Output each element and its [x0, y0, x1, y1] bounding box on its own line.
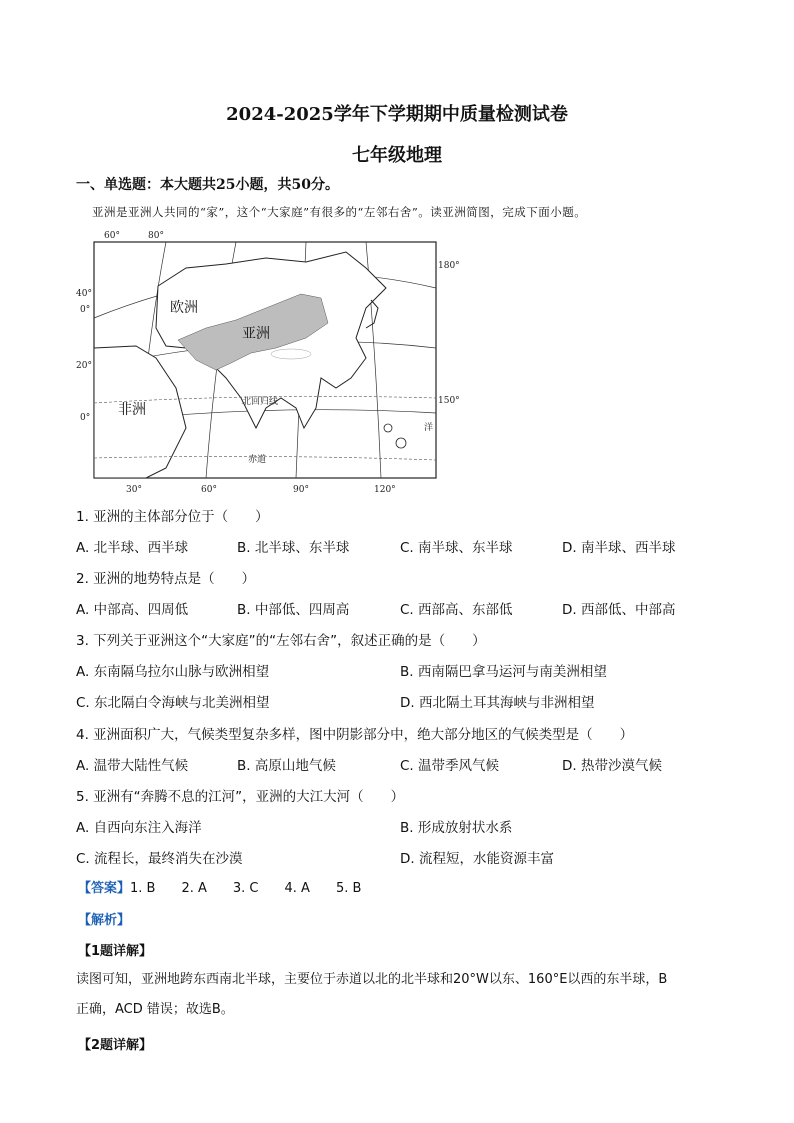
option-4b[interactable]: B. 高原山地气候 [237, 758, 336, 774]
option-2d[interactable]: D. 西部低、中部高 [562, 602, 676, 618]
lat-label: 0° [80, 305, 91, 315]
option-1b[interactable]: B. 北半球、东半球 [237, 540, 350, 556]
europe-label: 欧洲 [170, 300, 198, 316]
africa-label: 非洲 [118, 402, 146, 418]
ocean-label: 洋 [424, 423, 434, 433]
section-heading: 一、单选题：本大题共25小题，共50分。 [76, 177, 339, 193]
lon-label: 120° [374, 485, 396, 495]
option-3c[interactable]: C. 东北隔白令海峡与北美洲相望 [76, 695, 270, 711]
option-2b[interactable]: B. 中部低、四周高 [237, 602, 350, 618]
option-1a[interactable]: A. 北半球、西半球 [76, 540, 189, 556]
option-5c[interactable]: C. 流程长，最终消失在沙漠 [76, 851, 243, 867]
lon-label: 30° [126, 485, 142, 495]
equator-label: 赤道 [248, 455, 267, 465]
question-1: 1. 亚洲的主体部分位于（ ） [76, 509, 269, 525]
question-3: 3. 下列关于亚洲这个“大家庭”的“左邻右舍”，叙述正确的是（ ） [76, 633, 486, 649]
explanation-1 [76, 965, 726, 1025]
question-4: 4. 亚洲面积广大，气候类型复杂多样，图中阴影部分中，绝大部分地区的气候类型是（ ） [76, 727, 634, 743]
exam-title: 2024-2025学年下学期期中质量检测试卷 [226, 104, 568, 125]
lat-label: 40° [76, 289, 92, 299]
explanation-1-line1: 读图可知，亚洲地跨东西南北半球，主要位于赤道以北的北半球和20°W以东、160°E以西的东半球，B [76, 972, 668, 987]
lon-label: 80° [148, 231, 164, 241]
question-intro: 亚洲是亚洲人共同的“家”，这个“大家庭”有很多的“左邻右舍”。读亚洲简图，完成下面小题。 [92, 205, 587, 219]
tropic-label: 北回归线 [242, 397, 279, 407]
option-5a[interactable]: A. 自西向东注入海洋 [76, 820, 202, 836]
lon-label: 180° [438, 261, 460, 271]
asia-label: 亚洲 [242, 326, 270, 342]
lat-label: 20° [76, 361, 92, 371]
lon-label: 60° [201, 485, 217, 495]
asia-map [66, 228, 460, 498]
answer-label: 【答案】 [78, 881, 131, 896]
exam-subtitle: 七年级地理 [352, 145, 442, 166]
option-3d[interactable]: D. 西北隔土耳其海峡与非洲相望 [400, 695, 595, 711]
detail-1-label: 【1题详解】 [78, 944, 153, 959]
option-2a[interactable]: A. 中部高、四周低 [76, 602, 189, 618]
question-2: 2. 亚洲的地势特点是（ ） [76, 571, 256, 587]
lat-label: 0° [80, 413, 91, 423]
analysis-label: 【解析】 [78, 913, 131, 928]
detail-2-label: 【2题详解】 [78, 1038, 153, 1053]
option-3b[interactable]: B. 西南隔巴拿马运河与南美洲相望 [400, 664, 607, 680]
question-5: 5. 亚洲有“奔腾不息的江河”，亚洲的大江大河（ ） [76, 789, 405, 805]
option-3a[interactable]: A. 东南隔乌拉尔山脉与欧洲相望 [76, 664, 270, 680]
option-1d[interactable]: D. 南半球、西半球 [562, 540, 676, 556]
lon-label: 60° [104, 231, 120, 241]
asia-map-figure [66, 228, 460, 498]
option-4d[interactable]: D. 热带沙漠气候 [562, 758, 662, 774]
explanation-1-line2: 正确，ACD 错误；故选B。 [76, 1002, 234, 1017]
answer-line [78, 877, 361, 896]
lon-label: 90° [293, 485, 309, 495]
lon-label: 150° [438, 396, 460, 406]
option-1c[interactable]: C. 南半球、东半球 [400, 540, 513, 556]
option-4a[interactable]: A. 温带大陆性气候 [76, 758, 189, 774]
option-4c[interactable]: C. 温带季风气候 [400, 758, 500, 774]
option-5b[interactable]: B. 形成放射状水系 [400, 820, 513, 836]
option-5d[interactable]: D. 流程短，水能资源丰富 [400, 851, 554, 867]
answer-values: 1. B 2. A 3. C 4. A 5. B [130, 881, 362, 896]
option-2c[interactable]: C. 西部高、东部低 [400, 602, 513, 618]
